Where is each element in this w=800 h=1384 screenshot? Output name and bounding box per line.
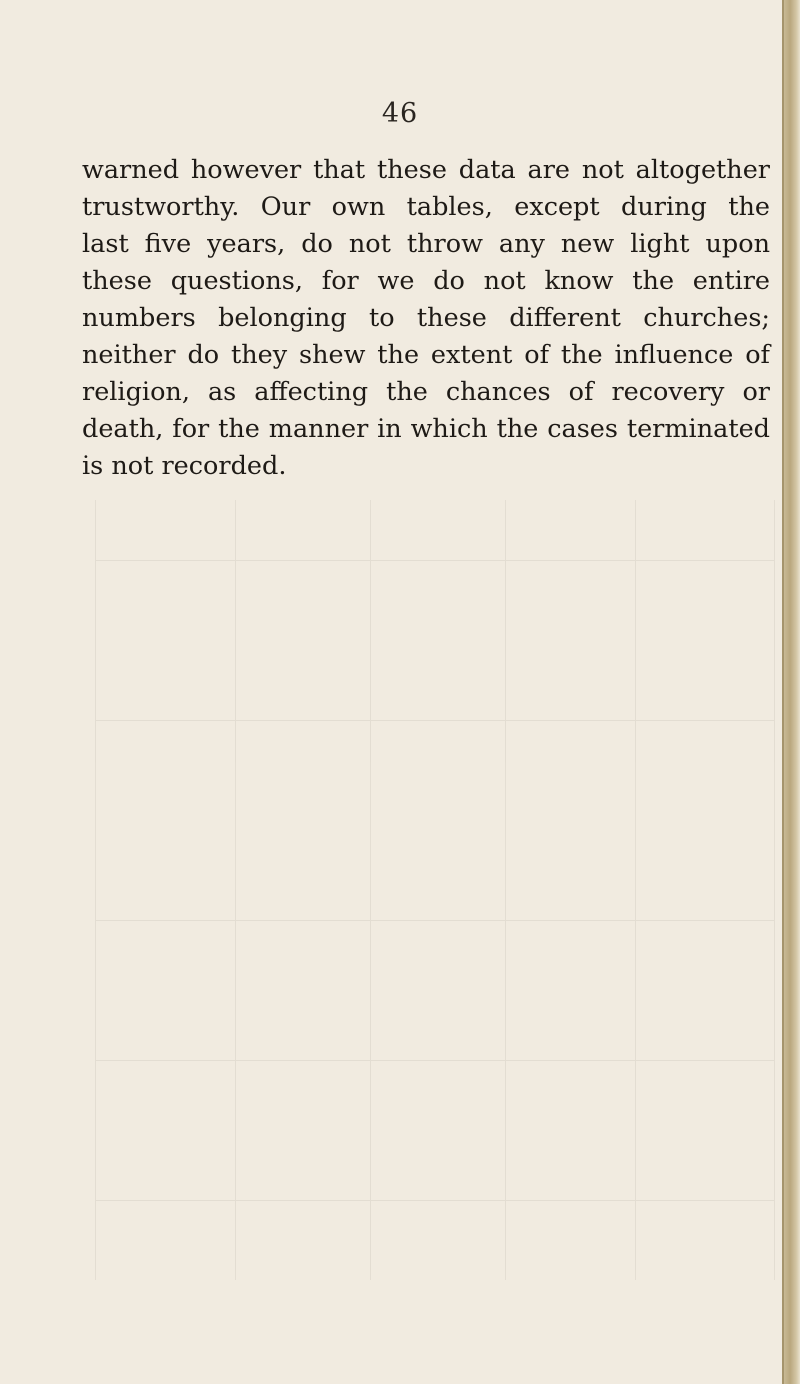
text-line: death, for the manner in which the cases terminated bbox=[82, 414, 770, 444]
binding-edge bbox=[782, 0, 800, 1384]
text-line: these questions, for we do not know the entire bbox=[82, 266, 770, 296]
text-line: warned however that these data are not altogether bbox=[82, 155, 770, 185]
text-line: is not recorded. bbox=[82, 451, 287, 481]
body-paragraph bbox=[82, 152, 770, 485]
text-line: neither do they shew the extent of the influence of bbox=[82, 340, 770, 370]
bleed-through-table bbox=[95, 500, 775, 1280]
text-line: last five years, do not throw any new light upon bbox=[82, 229, 770, 259]
text-line: religion, as affecting the chances of recovery or bbox=[82, 377, 770, 407]
text-line: trustworthy. Our own tables, except during the bbox=[82, 192, 770, 222]
text-line: numbers belonging to these different churches; bbox=[82, 303, 770, 333]
page-number: 46 bbox=[381, 98, 419, 129]
